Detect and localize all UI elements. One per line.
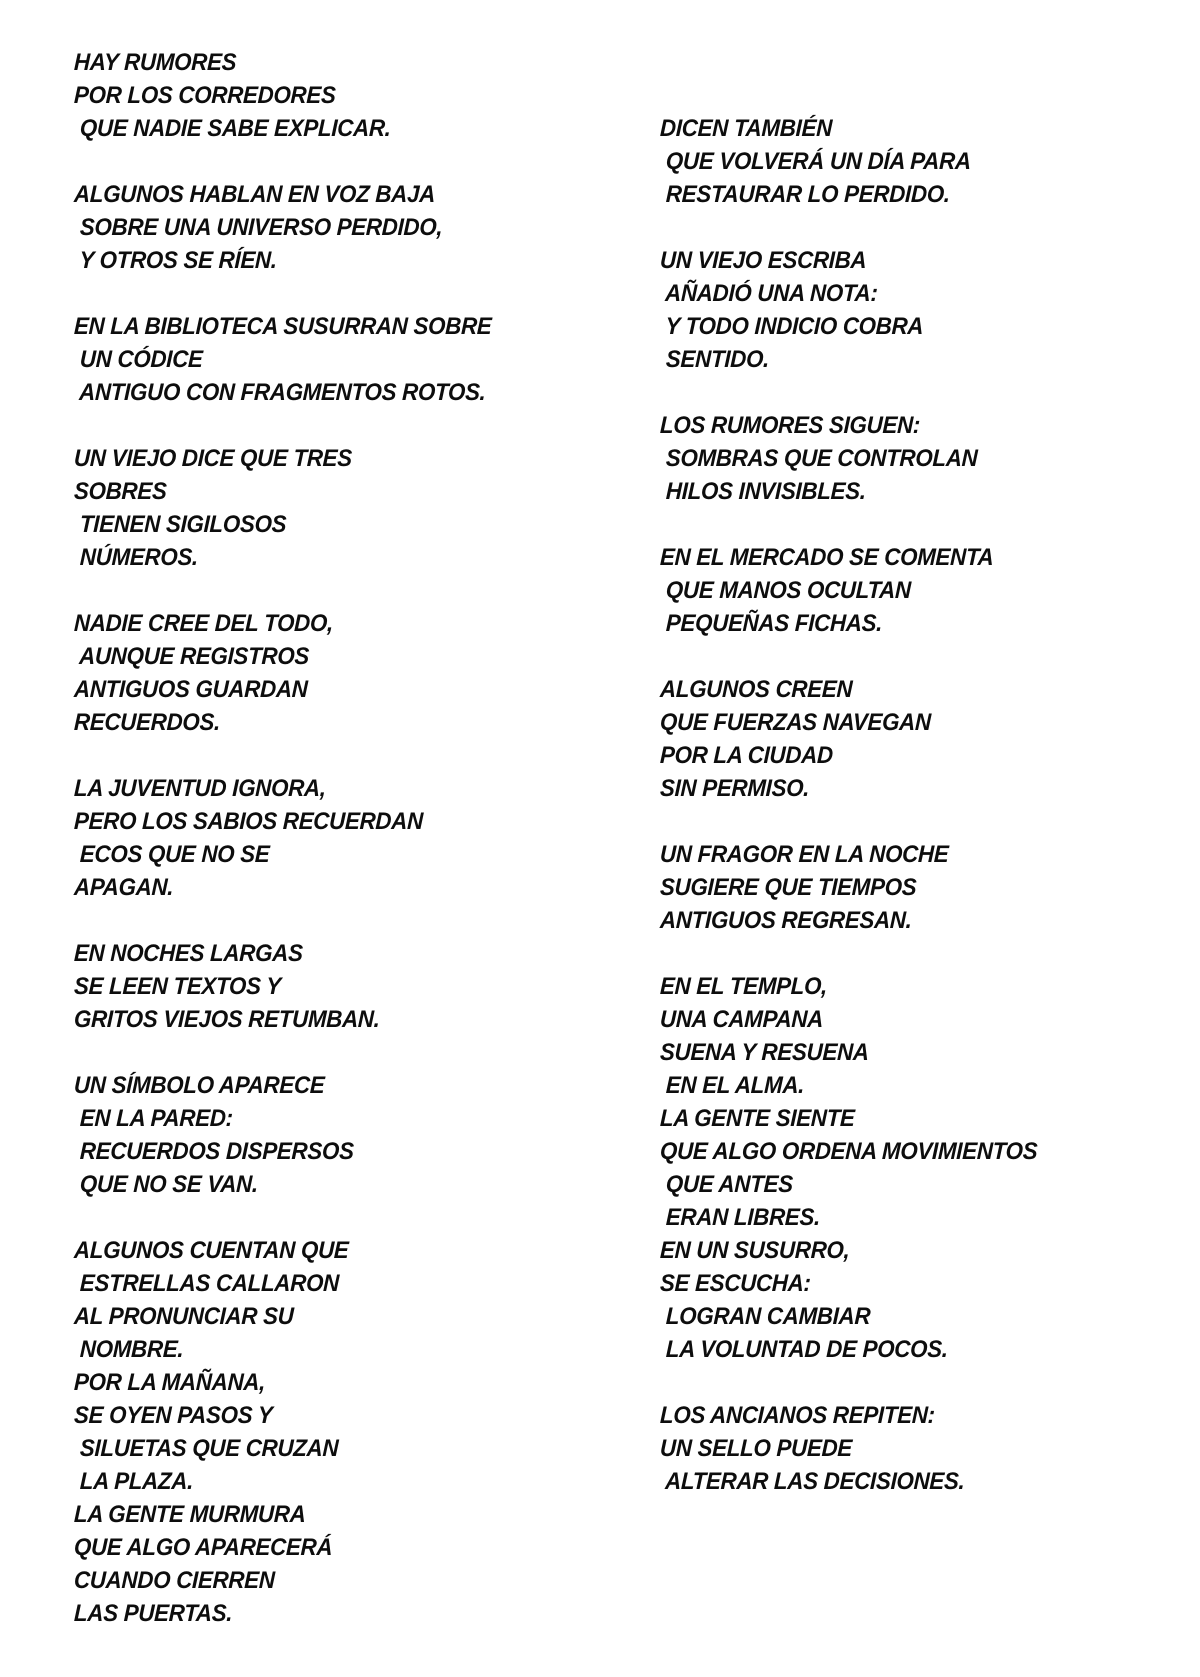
verse-line: LA GENTE SIENTE	[659, 1105, 856, 1132]
verse-line: QUE MANOS OCULTAN	[659, 577, 912, 604]
verse-line: PEQUEÑAS FICHAS.	[659, 610, 883, 637]
verse-line: LOS ANCIANOS REPITEN:	[659, 1402, 936, 1429]
poem-column-right	[660, 112, 1180, 1531]
verse-line: SUENA Y RESUENA	[659, 1039, 870, 1066]
stanza	[660, 1399, 1180, 1498]
stanza	[74, 178, 594, 277]
verse-line: RECUERDOS DISPERSOS	[73, 1138, 355, 1165]
stanza	[660, 541, 1180, 640]
stanza	[660, 673, 1180, 805]
stanza	[74, 1069, 594, 1201]
verse-line: SENTIDO.	[659, 346, 770, 373]
verse-line: LA JUVENTUD IGNORA,	[73, 775, 327, 802]
stanza	[74, 442, 594, 574]
verse-line: AL PRONUNCIAR SU	[73, 1303, 295, 1330]
verse-line: ANTIGUOS REGRESAN.	[659, 907, 913, 934]
verse-line: SOBRES	[73, 478, 168, 505]
verse-line: Y OTROS SE RÍEN.	[73, 247, 278, 274]
verse-line: GRITOS VIEJOS RETUMBAN.	[73, 1006, 381, 1033]
verse-line: EN LA BIBLIOTECA SUSURRAN SOBRE	[73, 313, 492, 340]
verse-line: QUE VOLVERÁ UN DÍA PARA	[659, 148, 972, 175]
verse-line: NÚMEROS.	[73, 544, 199, 571]
verse-line: LOGRAN CAMBIAR	[659, 1303, 871, 1330]
verse-line: LOS RUMORES SIGUEN:	[659, 412, 921, 439]
verse-line: UN VIEJO ESCRIBA	[659, 247, 867, 274]
verse-line: QUE NO SE VAN.	[73, 1171, 259, 1198]
verse-line: ERAN LIBRES.	[659, 1204, 821, 1231]
verse-line: POR LOS CORREDORES	[73, 82, 337, 109]
stanza	[74, 1234, 594, 1630]
verse-line: ANTIGUO CON FRAGMENTOS ROTOS.	[73, 379, 487, 406]
verse-line: QUE ANTES	[659, 1171, 794, 1198]
verse-line: RESTAURAR LO PERDIDO.	[659, 181, 951, 208]
verse-line: NOMBRE.	[73, 1336, 184, 1363]
verse-line: UN VIEJO DICE QUE TRES	[73, 445, 353, 472]
poem-column-left	[74, 46, 594, 1663]
verse-line: EN EL TEMPLO,	[659, 973, 828, 1000]
verse-line: EN NOCHES LARGAS	[73, 940, 304, 967]
verse-line: ALGUNOS CREEN	[659, 676, 853, 703]
verse-line: HILOS INVISIBLES.	[659, 478, 867, 505]
verse-line: CUANDO CIERREN	[73, 1567, 276, 1594]
verse-line: DICEN TAMBIÉN	[659, 115, 833, 142]
verse-line: ECOS QUE NO SE	[73, 841, 270, 868]
verse-line: ESTRELLAS CALLARON	[73, 1270, 340, 1297]
stanza	[660, 409, 1180, 508]
stanza	[74, 607, 594, 739]
verse-line: APAGAN.	[73, 874, 174, 901]
stanza	[660, 970, 1180, 1366]
verse-line: LA PLAZA.	[73, 1468, 194, 1495]
verse-line: ANTIGUOS GUARDAN	[73, 676, 309, 703]
verse-line: QUE FUERZAS NAVEGAN	[659, 709, 932, 736]
verse-line: LAS PUERTAS.	[73, 1600, 233, 1627]
verse-line: TIENEN SIGILOSOS	[73, 511, 287, 538]
stanza	[74, 937, 594, 1036]
stanza	[660, 838, 1180, 937]
verse-line: SUGIERE QUE TIEMPOS	[659, 874, 917, 901]
verse-line: SE OYEN PASOS Y	[73, 1402, 273, 1429]
verse-line: LA GENTE MURMURA	[73, 1501, 306, 1528]
verse-line: ALGUNOS HABLAN EN VOZ BAJA	[73, 181, 436, 208]
stanza	[74, 772, 594, 904]
stanza	[74, 46, 594, 145]
verse-line: RECUERDOS.	[73, 709, 221, 736]
verse-line: HAY RUMORES	[73, 49, 237, 76]
verse-line: EN EL MERCADO SE COMENTA	[659, 544, 994, 571]
verse-line: QUE NADIE SABE EXPLICAR.	[73, 115, 392, 142]
verse-line: NADIE CREE DEL TODO,	[73, 610, 334, 637]
verse-line: SOBRE UNA UNIVERSO PERDIDO,	[73, 214, 443, 241]
verse-line: Y TODO INDICIO COBRA	[659, 313, 924, 340]
verse-line: QUE ALGO ORDENA MOVIMIENTOS	[659, 1138, 1038, 1165]
verse-line: SILUETAS QUE CRUZAN	[73, 1435, 339, 1462]
verse-line: LA VOLUNTAD DE POCOS.	[659, 1336, 949, 1363]
verse-line: UN SÍMBOLO APARECE	[73, 1072, 325, 1099]
verse-line: EN LA PARED:	[73, 1105, 234, 1132]
verse-line: ALGUNOS CUENTAN QUE	[73, 1237, 349, 1264]
verse-line: UNA CAMPANA	[659, 1006, 824, 1033]
verse-line: PERO LOS SABIOS RECUERDAN	[73, 808, 424, 835]
verse-line: ALTERAR LAS DECISIONES.	[659, 1468, 966, 1495]
verse-line: UN CÓDICE	[73, 346, 204, 373]
verse-line: EN EL ALMA.	[659, 1072, 805, 1099]
verse-line: SE ESCUCHA:	[659, 1270, 812, 1297]
stanza	[74, 310, 594, 409]
verse-line: POR LA MAÑANA,	[73, 1369, 266, 1396]
verse-line: AÑADIÓ UNA NOTA:	[659, 280, 879, 307]
stanza	[660, 244, 1180, 376]
verse-line: EN UN SUSURRO,	[659, 1237, 850, 1264]
verse-line: UN FRAGOR EN LA NOCHE	[659, 841, 949, 868]
verse-line: POR LA CIUDAD	[659, 742, 834, 769]
stanza	[660, 112, 1180, 211]
verse-line: SIN PERMISO.	[659, 775, 810, 802]
verse-line: QUE ALGO APARECERÁ	[73, 1534, 333, 1561]
verse-line: AUNQUE REGISTROS	[73, 643, 310, 670]
verse-line: UN SELLO PUEDE	[659, 1435, 853, 1462]
verse-line: SE LEEN TEXTOS Y	[73, 973, 282, 1000]
verse-line: SOMBRAS QUE CONTROLAN	[659, 445, 978, 472]
